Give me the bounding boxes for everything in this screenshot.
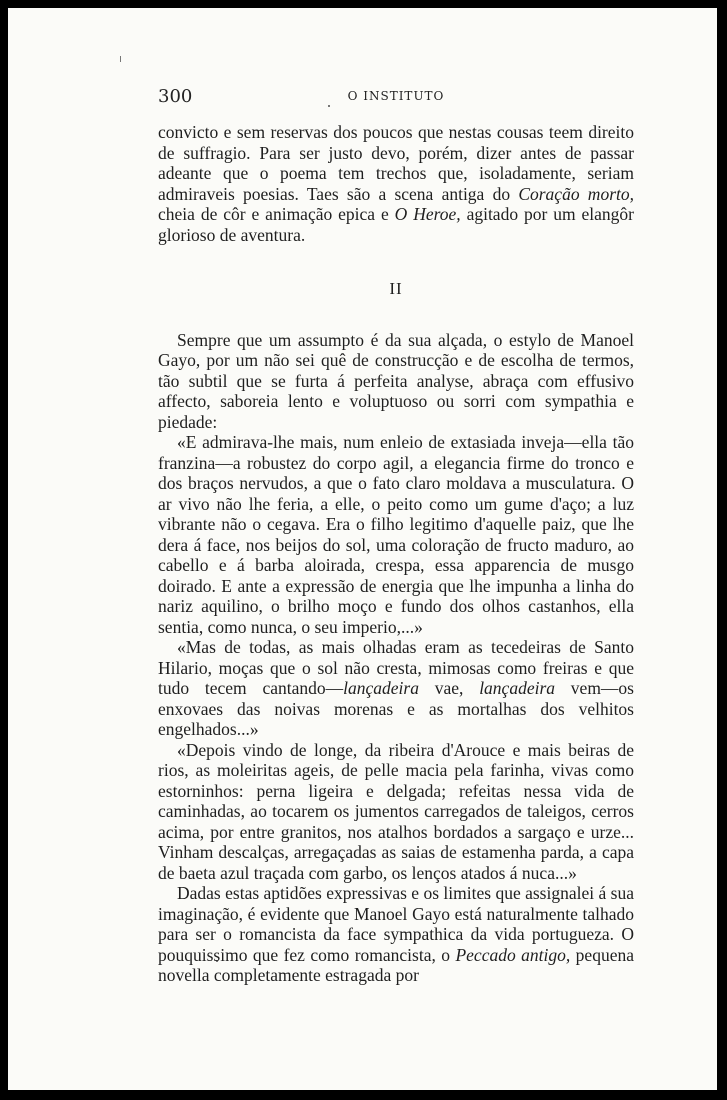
italic-lancadeira-1: lançadeira [343,678,419,698]
italic-title-coracao-morto: Coração morto, [518,183,634,204]
quote-paragraph-2 [158,637,634,740]
quote-paragraph-2-text-2: vae, [418,678,480,698]
quote-paragraph-2-text: «Mas de todas, as mais olhadas eram as tecedeiras de Santo Hilario, moças que o sol não cresta, mimosas como freiras e que tudo tecem cantando— [158,637,634,698]
paragraph-3 [158,883,634,986]
quote-paragraph-3: «Depois vindo de longe, da ribeira d'Arouce e mais beiras de rios, as moleiritas ageis, de pelle macia pela farinha, vivas como estorninhos: perna ligeira e delgada; refeitas nessa vida de caminhadas, ao tocarem os jumentos carregados de taleigos, cerros acima, por entre granitos, nos atalhos bordados a sargaço e urze... Vinham descalças, arregaçadas as saias de estamenha parda, a capa de baeta azul traçada com garbo, os lenços atados á nuca...» [158,739,634,883]
italic-lancadeira-2: lançadeira [479,678,556,698]
italic-title-o-heroe: O Heroe, [394,204,461,224]
paragraph-1 [158,122,634,245]
italic-title-peccado-antigo: Peccado antigo, [455,944,571,965]
body-text [158,122,634,986]
paragraph-3-text-2: pequena novella completamente estragada por [158,944,634,985]
book-page [8,8,717,1090]
page-number: 300 [158,86,193,107]
paragraph-3-text: Dadas estas aptidões expressivas e os limites que assignalei á sua imaginação, é evidente que Manoel Gayo está naturalmente talhado para ser o romancista da face sympathica da vida portugueza. O pouquissimo que fez como romancista, o [158,883,634,965]
section-mark: II [389,279,403,298]
paragraph-1-text: convicto e sem reservas dos poucos que nestas cousas teem direito de suffragio. Para ser justo devo, porém, dizer antes de passar adeante que o poema tem trechos que, isoladamente, seriam admiraveis poesias. Taes são a scena antiga do [158,122,634,204]
quote-paragraph-1: «E admirava-lhe mais, num enleio de extasiada inveja—ella tão franzina—a robustez do corpo agil, a elegancia firme do tronco e dos braços nervudos, a que o fato claro moldava a musculatura. O ar vivo não lhe feria, a elle, o peito como um gume d'aço; a luz vibrante não o cegava. Era o filho legitimo d'aquelle paiz, que lhe dera á face, nos beijos do sol, uma coloração de fructo maduro, ao cabello e á barba aloirada, crespa, essa apparencia de musgo doirado. E ante a expressão de energia que lhe impunha a linha do nariz aquilino, o brilho moço e fundo dos olhos castanhos, ella sentia, como nunca, o seu imperio,...» [158,432,634,637]
page-header [158,86,634,110]
paragraph-1-text-2: cheia de côr e animação epica e [158,204,395,224]
quote-paragraph-2-text-3: vem—os enxovaes das noivas morenas e as mortalhas dos velhitos engelhados...» [158,678,634,739]
page-speck [120,56,121,62]
paragraph-1-text-3: agitado por um elangôr glorioso de aventura. [158,204,634,245]
running-title: O INSTITUTO [347,89,445,103]
paragraph-2: Sempre que um assumpto é da sua alçada, o estylo de Manoel Gayo, por um não sei quê de construcção e de escolha de termos, tão subtil que se furta á perfeita analyse, abraça com effusivo affecto, saboreia lento e voluptuoso ou sorri com sympathia e piedade: [158,329,634,432]
